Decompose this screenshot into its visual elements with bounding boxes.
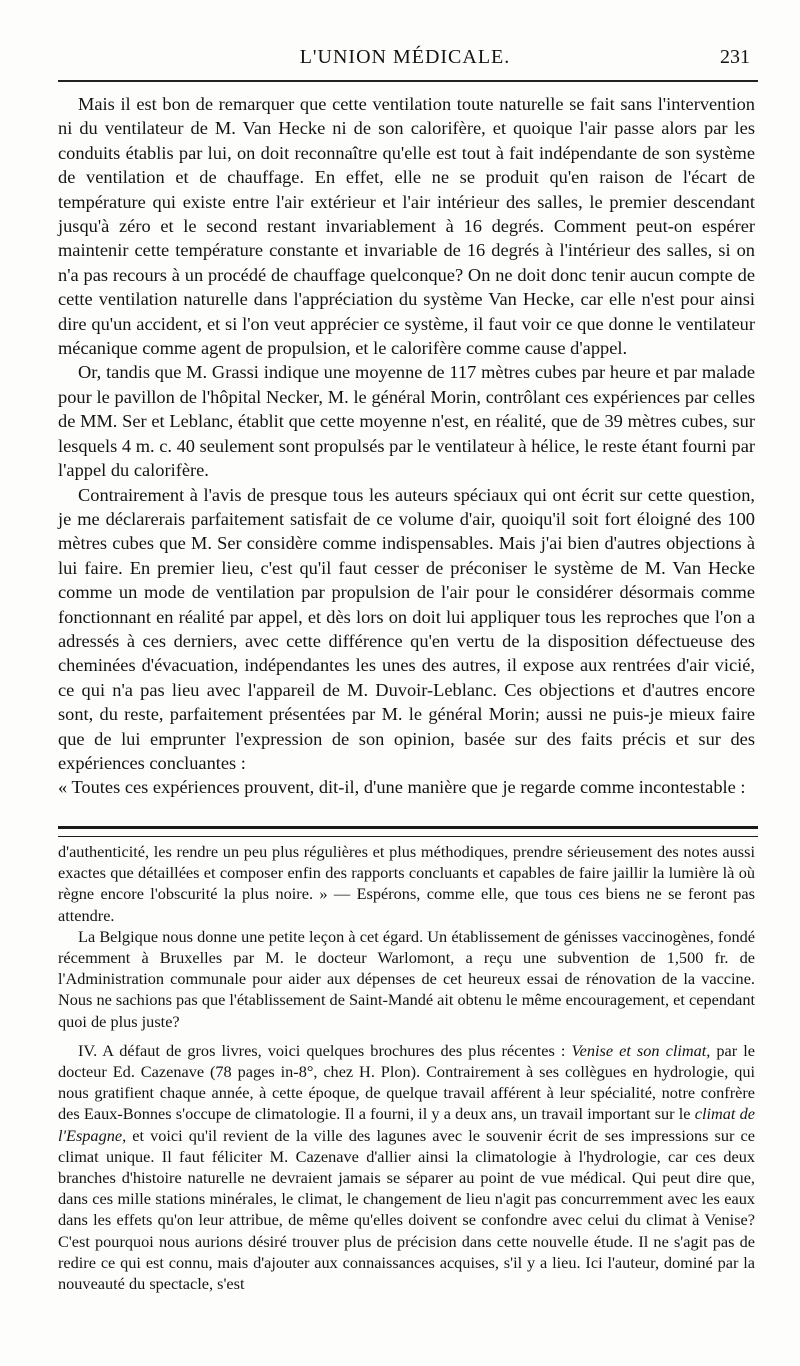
feuilleton-separator (58, 826, 758, 837)
paragraph: Or, tandis que M. Grassi indique une moyenne de 117 mètres cubes par heure et par malade pour le pavillon de l'hôpital Necker, M. le général Morin, contrôlant ces expériences par celles de MM. Ser et Leblanc, établit que cette moyenne n'est, en réalité, que de 39 mètres cubes, sur lesquels 4 m. c. 40 seulement sont propulsés par le ventilateur à hélice, le reste étant fourni par l'appel du calorifère. (58, 362, 755, 481)
quote-paragraph: « Toutes ces expériences prouvent, dit-il, d'une manière que je regarde comme incontestable : (58, 777, 746, 798)
paragraph: Mais il est bon de remarquer que cette ventilation toute naturelle se fait sans l'intervention ni du ventilateur de M. Van Hecke ni de son calorifère, et quoique l'air passe alors par les conduits établis par lui, on doit reconnaître qu'elle est tout à fait indépendante de son système de ventilation et de chauffage. En effet, elle ne se produit qu'en raison de l'écart de température qui existe entre l'air extérieur et l'air intérieur des salles, le premier descendant jusqu'à zéro et le second restant invariablement à 16 degrés. Comment peut-on espérer maintenir cette température constante et invariable de 16 degrés à l'intérieur des salles, si on n'a pas recours à un procédé de chauffage quelconque? On ne doit donc tenir aucun compte de cette ventilation naturelle dans l'appréciation du système Van Hecke, car elle n'est pour ainsi dire qu'un accident, et si l'on veut apprécier ce système, il faut voir ce que donne le ventilateur mécanique comme agent de propulsion, et le calorifère comme cause d'appel. (58, 94, 755, 359)
header-rule (58, 80, 758, 82)
book-title: Venise et son climat, (571, 1040, 711, 1060)
paragraph: Contrairement à l'avis de presque tous les auteurs spéciaux qui ont écrit sur cette question, je me déclarerais parfaitement satisfait de ce volume d'air, quoiqu'il soit fort éloigné des 100 mètres cubes que M. Ser considère comme indispensables. Mais j'ai bien d'autres objections à lui faire. En premier lieu, c'est qu'il faut cesser de préconiser le système de M. Van Hecke comme un mode de ventilation par propulsion de l'air pour le considérer désormais comme fonctionnant en réalité par appel, et dès lors on doit lui appliquer tous les reproches que l'on a adressés à ces derniers, avec cette différence qu'en vertu de la disposition défectueuse des cheminées d'évacuation, indépendantes les unes des autres, il expose aux rentrées d'air vicié, ce qui n'a pas lieu avec l'appareil de M. Duvoir-Leblanc. Ces objections et d'autres encore sont, du reste, parfaitement présentées par M. le général Morin; aussi ne puis-je mieux faire que de lui emprunter l'expression de son opinion, basée sur des faits précis et sur des expériences concluantes : (58, 484, 755, 773)
book-title: climat de l'Espagne, (58, 1104, 755, 1145)
paragraph: d'authenticité, les rendre un peu plus régulières et plus méthodiques, prendre sérieusement des notes aussi exactes que détaillées et composer enfin des rapports concluants et capables de faire jaillir la lumière là où règne encore l'obscurité la plus noire. » — Espérons, comme elle, que tous ces biens ne se feront pas attendre. (58, 842, 755, 925)
main-article (58, 92, 755, 800)
text-run: par le docteur Ed. Cazenave (78 pages in-8°, chez H. Plon). Contrairement à ses collègues en hydrologie, qui nous gratifient chaque année, à cette époque, de quelque travail afférent à leur spécialité, notre confrère des Eaux-Bonnes s'occupe de climatologie. Il a fourni, il y a deux ans, un travail important sur le (58, 1040, 756, 1124)
text-run: et voici qu'il revient de la ville des lagunes avec le souvenir écrit de ses impressions sur ce climat unique. Il faut féliciter M. Cazenave d'allier ainsi la climatologie à l'hydrologie, car ces deux branches d'histoire naturelle ne devraient jamais se séparer au point de vue médical. Qui peut dire que, dans ces mille stations minérales, le climat, le changement de lieu n'agit pas concurremment avec les eaux dans les effets qu'on leur attribue, de même qu'elles doivent se confondre avec celui du climat à Venise? C'est pourquoi nous aurions désiré trouver plus de précision dans cette nouvelle étude. Il ne s'agit pas de redire ce qui est connu, mais d'ajouter aux connaissances acquises, s'il y a lieu. Ici l'auteur, dominé par la nouveauté du spectacle, s'est (58, 1125, 755, 1294)
feuilleton (58, 841, 755, 1294)
page-number: 231 (720, 46, 750, 68)
running-header (60, 44, 750, 74)
journal-title: L'UNION MÉDICALE. (299, 46, 511, 68)
paragraph: La Belgique nous donne une petite leçon à cet égard. Un établissement de génisses vaccinogènes, fondé récemment à Bruxelles par M. le docteur Warlomont, a reçu une subvention de 1,500 fr. de l'Administration communale pour aider aux dépenses de cet heureux essai de rénovation de la vaccine. Nous ne sachions pas que l'établissement de Saint-Mandé ait obtenu le même encouragement, et cependant quoi de plus juste? (58, 926, 755, 1031)
text-run: IV. A défaut de gros livres, voici quelques brochures des plus récentes : (78, 1040, 572, 1060)
paragraph-iv (58, 1040, 755, 1294)
